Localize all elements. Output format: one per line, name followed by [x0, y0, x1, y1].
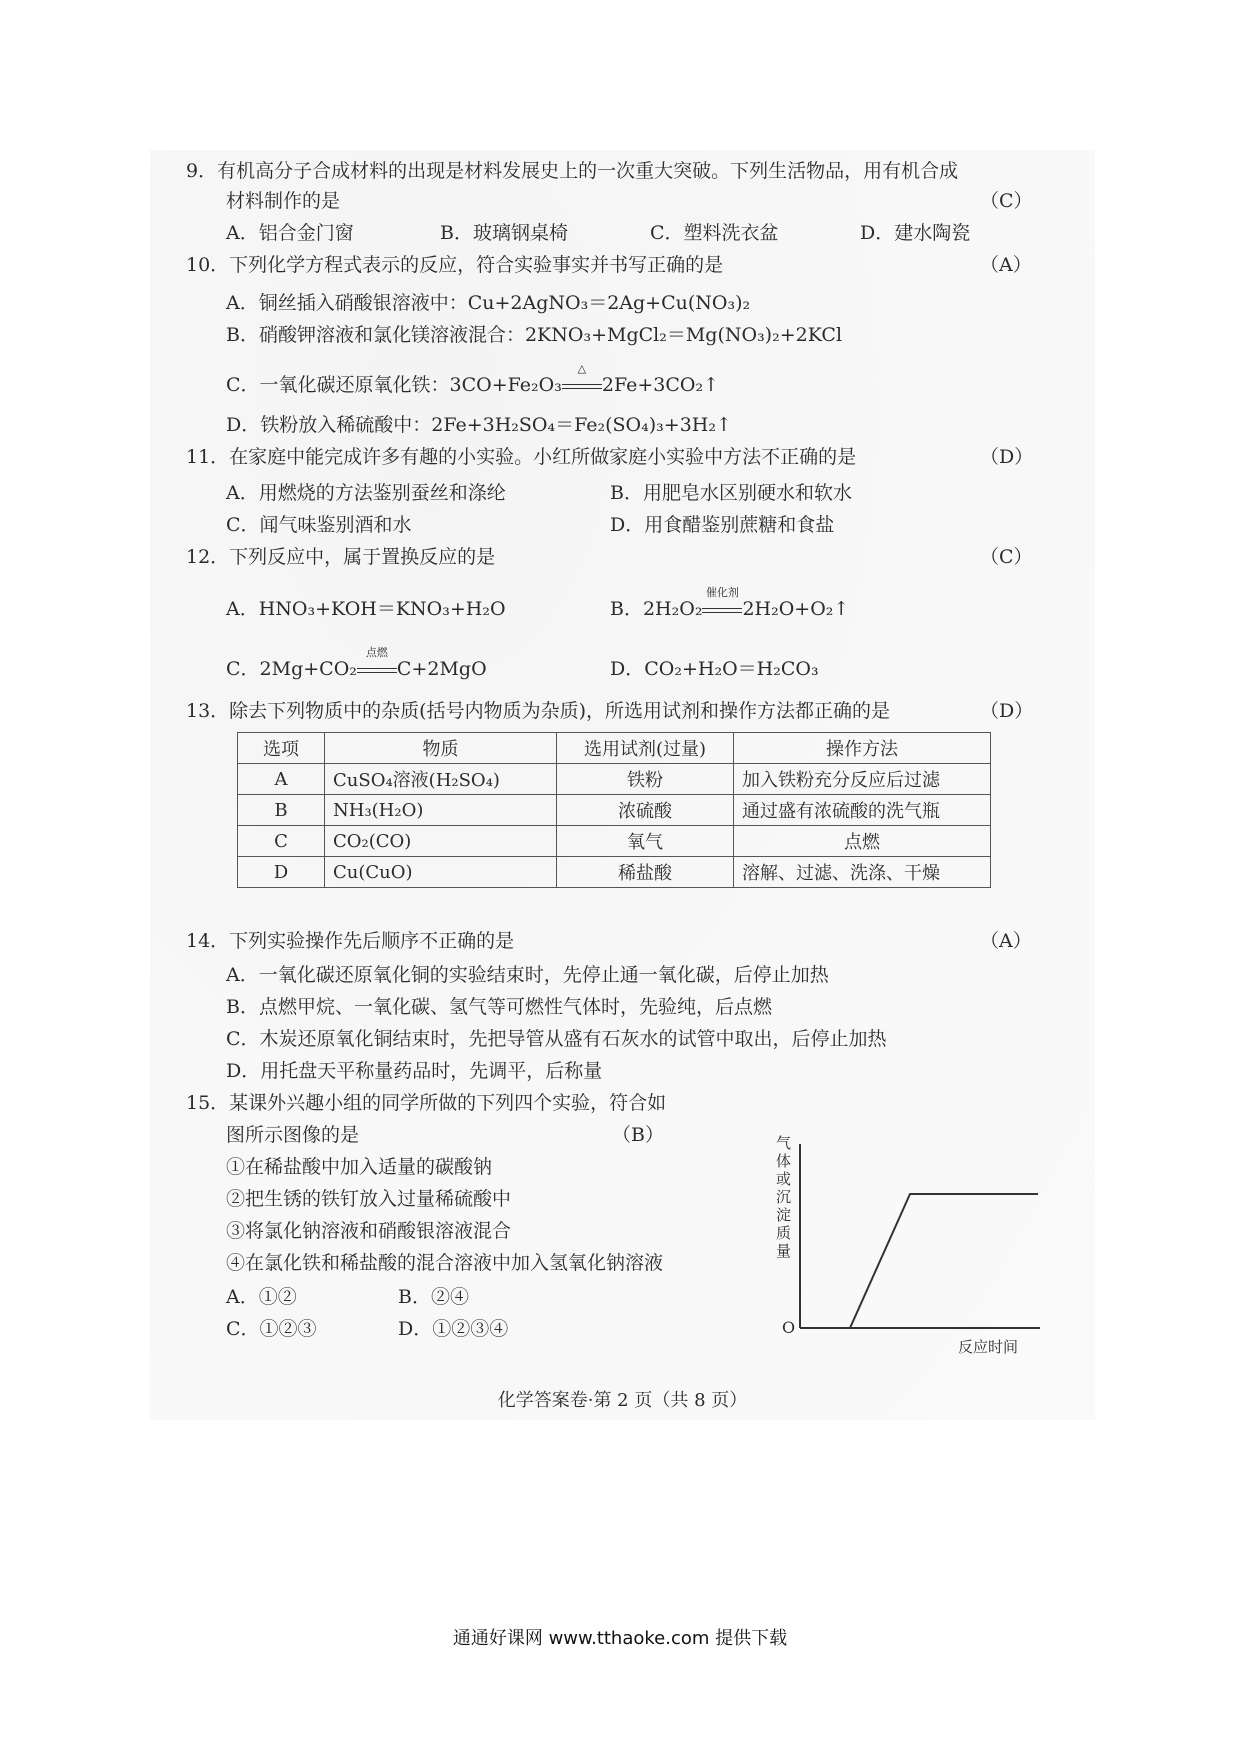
table-cell: 铁粉 [557, 764, 734, 795]
q15-graph-curve [800, 1194, 1038, 1328]
table-cell: NH₃(H₂O) [325, 795, 557, 826]
table-cell: 溶解、过滤、洗涤、干燥 [734, 857, 991, 888]
table-cell: 浓硫酸 [557, 795, 734, 826]
q15-answer: （B） [612, 1124, 664, 1146]
q11-option-c: C．闻气味鉴别酒和水 [226, 514, 412, 536]
q9-stem-line2: 材料制作的是 [226, 190, 341, 212]
q12-b-products: 2H₂O+O₂↑ [742, 598, 850, 620]
table-row [238, 795, 991, 826]
q10-option-b: B．硝酸钾溶液和氯化镁溶液混合：2KNO₃+MgCl₂＝Mg(NO₃)₂+2KCl [226, 324, 843, 346]
q14-option-c: C．木炭还原氧化铜结束时，先把导管从盛有石灰水的试管中取出，后停止加热 [226, 1028, 887, 1050]
table-cell: A [238, 764, 325, 795]
q10-option-c [226, 362, 719, 398]
q10-option-d: D．铁粉放入稀硫酸中：2Fe+3H₂SO₄＝Fe₂(SO₄)₃+3H₂↑ [226, 414, 732, 436]
q13-answer: （D） [980, 700, 1034, 722]
table-header-cell: 选项 [238, 733, 325, 764]
q10-c-condition: △ [577, 362, 587, 375]
q14-option-d: D．用托盘天平称量药品时，先调平，后称量 [226, 1060, 603, 1082]
table-cell: 稀盐酸 [557, 857, 734, 888]
q9-option-d: D．建水陶瓷 [860, 222, 971, 244]
q9-option-c: C．塑料洗衣盆 [650, 222, 779, 244]
q15-item-3: ③将氯化钠溶液和硝酸银溶液混合 [226, 1220, 512, 1242]
q10-c-reactants: C．一氧化碳还原氧化铁：3CO+Fe₂O₃ [226, 374, 562, 396]
q14-option-b: B．点燃甲烷、一氧化碳、氢气等可燃性气体时，先验纯，后点燃 [226, 996, 772, 1018]
q15-graph-svg [770, 1140, 1060, 1355]
q11-answer: （D） [980, 446, 1034, 468]
q14-stem: 14．下列实验操作先后顺序不正确的是 [186, 930, 515, 952]
site-footer: 通通好课网 www.tthaoke.com 提供下载 [452, 1628, 788, 1649]
q15-item-2: ②把生锈的铁钉放入过量稀硫酸中 [226, 1188, 512, 1210]
q13-table [237, 732, 991, 888]
graph-xlabel: 反应时间 [958, 1338, 1019, 1356]
q12-option-b [610, 586, 850, 622]
q15-option-a: A．①② [226, 1286, 297, 1308]
q15-graph [770, 1134, 1060, 1356]
q11-option-a: A．用燃烧的方法鉴别蚕丝和涤纶 [226, 482, 506, 504]
equals-sign-icon [357, 668, 397, 673]
q9-option-a: A．铝合金门窗 [226, 222, 354, 244]
q14-option-a: A．一氧化碳还原氧化铜的实验结束时，先停止通一氧化碳，后停止加热 [226, 964, 829, 986]
table-row [238, 764, 991, 795]
table-cell: 氧气 [557, 826, 734, 857]
table-cell: 通过盛有浓硫酸的洗气瓶 [734, 795, 991, 826]
table-cell: Cu(CuO) [325, 857, 557, 888]
q15-item-4: ④在氯化铁和稀盐酸的混合溶液中加入氢氧化钠溶液 [226, 1252, 664, 1274]
page-footer: 化学答案卷·第 2 页（共 8 页） [497, 1390, 748, 1411]
graph-ylabel: 气体或沉淀质量 [776, 1134, 792, 1260]
table-header-cell: 操作方法 [734, 733, 991, 764]
q11-stem: 11．在家庭中能完成许多有趣的小实验。小红所做家庭小实验中方法不正确的是 [186, 446, 857, 468]
equals-sign-icon [562, 384, 602, 389]
q12-b-reactants: B．2H₂O₂ [610, 598, 703, 620]
q12-option-c [226, 646, 487, 682]
q15-item-1: ①在稀盐酸中加入适量的碳酸钠 [226, 1156, 493, 1178]
q15-option-c: C．①②③ [226, 1318, 317, 1340]
q10-stem: 10．下列化学方程式表示的反应，符合实验事实并书写正确的是 [186, 254, 724, 276]
table-header-row [238, 733, 991, 764]
q12-b-condition: 催化剂 [705, 586, 739, 599]
q12-stem: 12．下列反应中，属于置换反应的是 [186, 546, 496, 568]
q11-option-b: B．用肥皂水区别硬水和软水 [610, 482, 852, 504]
q11-option-d: D．用食醋鉴别蔗糖和食盐 [610, 514, 835, 536]
q12-answer: （C） [980, 546, 1033, 568]
q9-stem-line1: 9．有机高分子合成材料的出现是材料发展史上的一次重大突破。下列生活物品，用有机合成 [186, 160, 959, 182]
q15-stem-line1: 15．某课外兴趣小组的同学所做的下列四个实验，符合如 [186, 1092, 667, 1114]
equals-sign-icon [702, 608, 742, 613]
q12-c-condition: 点燃 [365, 646, 388, 659]
q9-option-b: B．玻璃钢桌椅 [440, 222, 568, 244]
q9-answer: （C） [980, 190, 1033, 212]
q13-stem: 13．除去下列物质中的杂质(括号内物质为杂质)，所选用试剂和操作方法都正确的是 [186, 700, 891, 722]
table-cell: CO₂(CO) [325, 826, 557, 857]
q15-stem-line2: 图所示图像的是 [226, 1124, 360, 1146]
q10-c-products: 2Fe+3CO₂↑ [601, 374, 719, 396]
table-cell: C [238, 826, 325, 857]
q10-option-a: A．铜丝插入硝酸银溶液中：Cu+2AgNO₃＝2Ag+Cu(NO₃)₂ [226, 292, 751, 314]
table-cell: 点燃 [734, 826, 991, 857]
q10-c-condition-equals [562, 362, 602, 398]
q10-answer: （A） [980, 254, 1032, 276]
table-cell: 加入铁粉充分反应后过滤 [734, 764, 991, 795]
graph-origin: O [782, 1318, 796, 1337]
q12-c-condition-equals [357, 646, 397, 682]
q12-b-condition-equals [702, 586, 742, 622]
q15-option-b: B．②④ [398, 1286, 469, 1308]
table-cell: D [238, 857, 325, 888]
table-cell: B [238, 795, 325, 826]
q14-answer: （A） [980, 930, 1032, 952]
q15-option-d: D．①②③④ [398, 1318, 509, 1340]
table-row [238, 826, 991, 857]
q12-c-products: C+2MgO [396, 658, 487, 680]
q12-option-a: A．HNO₃+KOH＝KNO₃+H₂O [226, 598, 506, 620]
table-row [238, 857, 991, 888]
q12-option-d: D．CO₂+H₂O＝H₂CO₃ [610, 658, 819, 680]
table-header-cell: 物质 [325, 733, 557, 764]
q12-c-reactants: C．2Mg+CO₂ [226, 658, 357, 680]
table-header-cell: 选用试剂(过量) [557, 733, 734, 764]
table-cell: CuSO₄溶液(H₂SO₄) [325, 764, 557, 795]
